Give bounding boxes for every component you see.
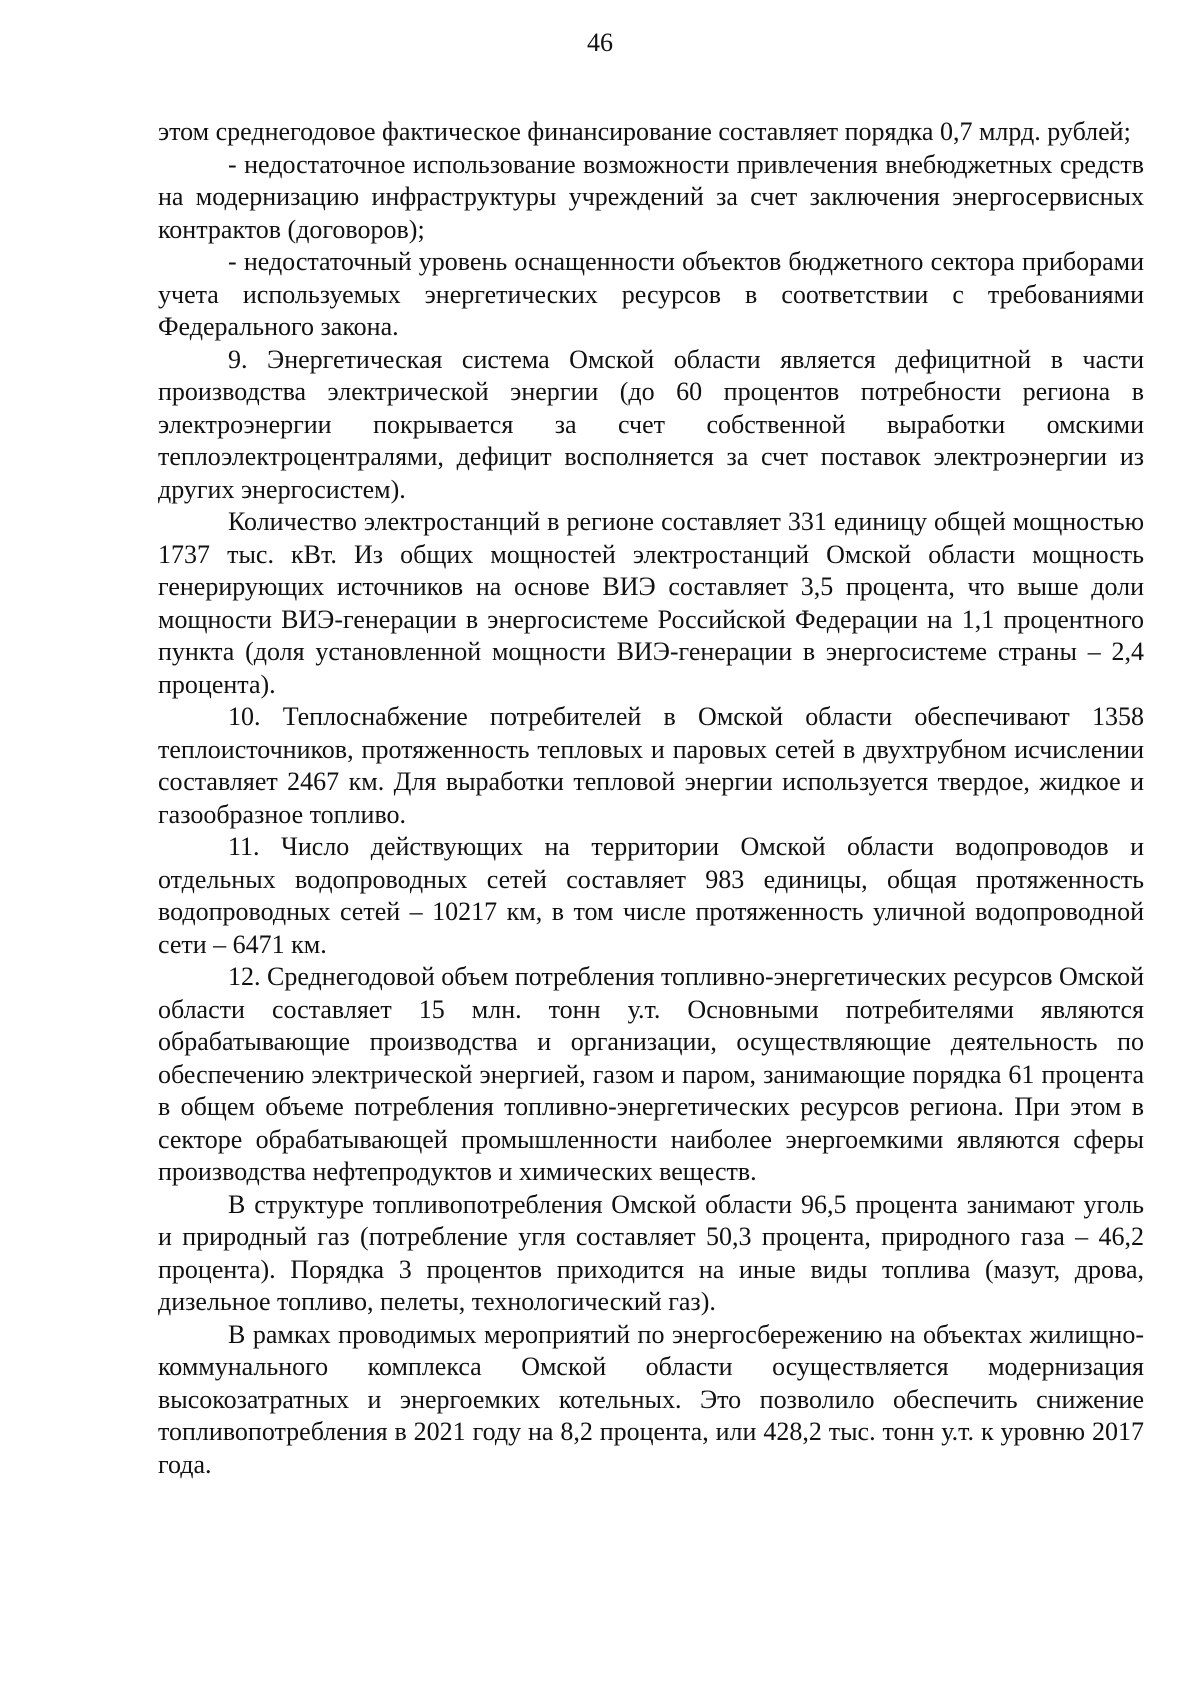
- paragraph-item-12: 12. Среднегодовой объем потребления топливно-энергетических ресурсов Омской области составляет 15 млн. тонн у.т. Основными потребителями являются обрабатывающие производства и организации, осуществляющие деятельность по обеспечению электрической энергией, газом и паром, занимающие порядка 61 процента в общем объеме потребления топливно-энергетических ресурсов региона. При этом в секторе обрабатывающей промышленности наиболее энергоемкими являются сферы производства нефтепродуктов и химических веществ.: [158, 962, 1144, 1186]
- paragraph: В структуре топливопотребления Омской области 96,5 процента занимают уголь и природный газ (потребление угля составляет 50,3 процента, природного газа – 46,2 процента). Порядка 3 процентов приходится на иные виды топлива (мазут, дрова, дизельное топливо, пелеты, технологический газ).: [158, 1189, 1144, 1316]
- paragraph: - недостаточный уровень оснащенности объектов бюджетного сектора приборами учета используемых энергетических ресурсов в соответствии с требованиями Федерального закона.: [158, 247, 1144, 341]
- paragraph: Количество электростанций в регионе составляет 331 единицу общей мощностью 1737 тыс. кВт. Из общих мощностей электростанций Омской области мощность генерирующих источников на основе ВИЭ составляет 3,5 процента, что выше доли мощности ВИЭ-генерации в энергосистеме Российской Федерации на 1,1 процентного пункта (доля установленной мощности ВИЭ-генерации в энергосистеме страны – 2,4 процента).: [158, 507, 1144, 699]
- paragraph-item-11: 11. Число действующих на территории Омской области водопроводов и отдельных водопроводных сетей составляет 983 единицы, общая протяженность водопроводных сетей – 10217 км, в том числе протяженность уличной водопроводной сети – 6471 км.: [158, 832, 1144, 959]
- page-number: 46: [587, 28, 613, 57]
- paragraph-item-9: 9. Энергетическая система Омской области является дефицитной в части производства электрической энергии (до 60 процентов потребности региона в электроэнергии покрывается за счет собственной выработки омскими теплоэлектроцентралями, дефицит восполняется за счет поставок электроэнергии из других энергосистем).: [158, 344, 1144, 504]
- paragraph: - недостаточное использование возможности привлечения внебюджетных средств на модернизацию инфраструктуры учреждений за счет заключения энергосервисных контрактов (договоров);: [158, 149, 1144, 244]
- paragraph-item-10: 10. Теплоснабжение потребителей в Омской области обеспечивают 1358 теплоисточников, протяженность тепловых и паровых сетей в двухтрубном исчислении составляет 2467 км. Для выработки тепловой энергии используется твердое, жидкое и газообразное топливо.: [158, 702, 1144, 829]
- paragraph: В рамках проводимых мероприятий по энергосбережению на объектах жилищно-коммунального комплекса Омской области осуществляется модернизация высокозатратных и энергоемких котельных. Это позволило обеспечить снижение топливопотребления в 2021 году на 8,2 процента, или 428,2 тыс. тонн у.т. к уровню 2017 года.: [158, 1319, 1144, 1479]
- document-body: [158, 116, 1144, 1481]
- paragraph: этом среднегодовое фактическое финансирование составляет порядка 0,7 млрд. рублей;: [158, 117, 1131, 146]
